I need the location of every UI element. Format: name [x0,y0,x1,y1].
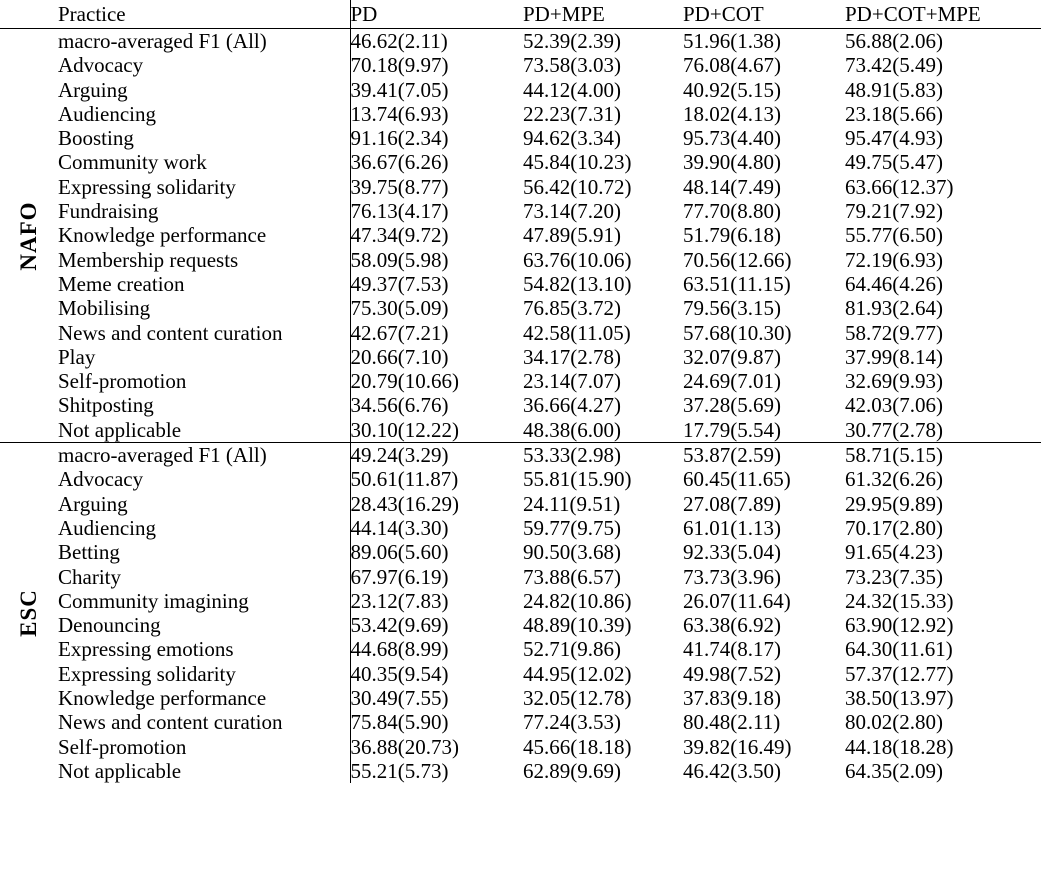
table-row [0,662,1041,686]
practice-cell: Denouncing [58,613,161,638]
practice-cell: Expressing emotions [58,637,234,662]
value-cell-pd-cot-mpe: 38.50(13.97) [845,686,954,711]
value-cell-pd-cot-mpe: 79.21(7.92) [845,199,943,224]
header-pd-mpe: PD+MPE [523,1,605,26]
value-cell-pd-mpe: 36.66(4.27) [523,393,621,418]
practice-cell: Membership requests [58,247,239,272]
value-cell-pd-cot: 49.98(7.52) [683,661,781,686]
value-cell-pd-mpe: 73.14(7.20) [523,199,621,224]
value-cell-pd-cot: 37.28(5.69) [683,393,781,418]
value-cell-pd-cot: 40.92(5.15) [683,77,781,102]
table-row [0,345,1041,369]
value-cell-pd-mpe: 52.39(2.39) [523,29,683,54]
value-cell-pd-cot: 63.51(11.15) [683,271,791,296]
value-cell-pd: 50.61(11.87) [350,467,523,491]
value-cell-pd-cot: 79.56(3.15) [683,296,781,321]
table-row [0,199,1041,223]
value-cell-pd-cot-mpe: 81.93(2.64) [845,296,943,321]
table-row [0,492,1041,516]
value-cell-pd-mpe: 90.50(3.68) [523,540,621,565]
table-row [0,516,1041,540]
value-cell-pd-cot-mpe: 91.65(4.23) [845,540,943,565]
value-cell-pd-mpe: 63.76(10.06) [523,247,632,272]
practice-cell: News and content curation [58,710,283,735]
value-cell-pd-cot: 77.70(8.80) [683,199,781,224]
practice-cell: Charity [58,564,121,589]
value-cell-pd-mpe: 42.58(11.05) [523,320,631,345]
value-cell-pd-cot-mpe: 63.90(12.92) [845,613,954,638]
value-cell-pd-cot-mpe: 58.72(9.77) [845,320,943,345]
table-row [0,78,1041,102]
value-cell-pd-cot-mpe: 64.46(4.26) [845,271,943,296]
header-pd-cot-mpe: PD+COT+MPE [845,1,981,26]
value-cell-pd-cot: 39.90(4.80) [683,150,781,175]
value-cell-pd-cot-mpe: 61.32(6.26) [845,467,943,492]
value-cell-pd-cot: 26.07(11.64) [683,588,791,613]
value-cell-pd-mpe: 24.11(9.51) [523,491,621,516]
value-cell-pd: 40.35(9.54) [350,662,523,686]
practice-cell: macro-averaged F1 (All) [58,443,350,468]
value-cell-pd: 75.84(5.90) [350,710,523,734]
value-cell-pd: 34.56(6.76) [350,393,523,417]
table-row [0,589,1041,613]
value-cell-pd-cot: 32.07(9.87) [683,344,781,369]
table-body [0,29,1041,784]
value-cell-pd-cot: 18.02(4.13) [683,101,781,126]
practice-cell: Mobilising [58,296,151,321]
value-cell-pd-cot: 24.69(7.01) [683,369,781,394]
value-cell-pd: 49.24(3.29) [350,443,523,468]
value-cell-pd-mpe: 48.89(10.39) [523,613,632,638]
value-cell-pd-cot-mpe: 44.18(18.28) [845,734,954,759]
table-row [0,150,1041,174]
value-cell-pd-cot-mpe: 48.91(5.83) [845,77,943,102]
value-cell-pd-cot-mpe: 73.23(7.35) [845,564,943,589]
value-cell-pd-mpe: 22.23(7.31) [523,101,621,126]
value-cell-pd-cot-mpe: 49.75(5.47) [845,150,943,175]
value-cell-pd-cot: 63.38(6.92) [683,613,781,638]
table-row [0,223,1041,247]
practice-cell: Self-promotion [58,734,187,759]
value-cell-pd-cot: 53.87(2.59) [683,443,845,468]
value-cell-pd: 44.68(8.99) [350,637,523,661]
practice-cell: Audiencing [58,101,156,126]
table-row [0,296,1041,320]
value-cell-pd-cot: 51.79(6.18) [683,223,781,248]
value-cell-pd-cot: 17.79(5.54) [683,417,781,442]
practice-cell: Shitposting [58,393,154,418]
table-row [0,467,1041,491]
table-row [0,686,1041,710]
value-cell-pd: 46.62(2.11) [350,29,523,54]
table-row [0,443,1041,468]
practice-cell: Betting [58,540,120,565]
value-cell-pd: 30.10(12.22) [350,418,523,443]
table-row [0,272,1041,296]
value-cell-pd-mpe: 53.33(2.98) [523,443,683,468]
practice-cell: Meme creation [58,271,185,296]
value-cell-pd-cot: 80.48(2.11) [683,710,781,735]
value-cell-pd-cot-mpe: 42.03(7.06) [845,393,943,418]
value-cell-pd: 89.06(5.60) [350,540,523,564]
value-cell-pd-cot-mpe: 37.99(8.14) [845,344,943,369]
table-row [0,613,1041,637]
value-cell-pd: 75.30(5.09) [350,296,523,320]
value-cell-pd-cot-mpe: 64.35(2.09) [845,758,943,783]
table-row [0,710,1041,734]
table-row [0,540,1041,564]
practice-cell: Self-promotion [58,369,187,394]
value-cell-pd-cot: 60.45(11.65) [683,467,791,492]
header-practice: Practice [58,1,126,26]
practice-cell: Knowledge performance [58,686,267,711]
value-cell-pd-cot-mpe: 32.69(9.93) [845,369,943,394]
group-label: ESC [15,589,41,637]
value-cell-pd-cot-mpe: 56.88(2.06) [845,29,1041,54]
value-cell-pd: 42.67(7.21) [350,321,523,345]
value-cell-pd: 49.37(7.53) [350,272,523,296]
value-cell-pd-mpe: 94.62(3.34) [523,126,621,151]
header-row [0,0,1041,29]
practice-cell: macro-averaged F1 (All) [58,29,350,54]
value-cell-pd-cot: 95.73(4.40) [683,126,781,151]
practice-cell: Community imagining [58,588,249,613]
value-cell-pd: 58.09(5.98) [350,248,523,272]
value-cell-pd: 70.18(9.97) [350,53,523,77]
value-cell-pd-cot: 61.01(1.13) [683,515,781,540]
table-row [0,126,1041,150]
table-row [0,735,1041,759]
group-label-cell [0,443,58,784]
value-cell-pd-cot: 41.74(8.17) [683,637,781,662]
value-cell-pd-cot-mpe: 29.95(9.89) [845,491,943,516]
value-cell-pd: 36.88(20.73) [350,735,523,759]
value-cell-pd-cot-mpe: 57.37(12.77) [845,661,954,686]
value-cell-pd-mpe: 54.82(13.10) [523,271,632,296]
table-row [0,53,1041,77]
value-cell-pd-mpe: 52.71(9.86) [523,637,621,662]
value-cell-pd-mpe: 59.77(9.75) [523,515,621,540]
header-group-cell [0,0,58,29]
table-row [0,248,1041,272]
group-label: NAFO [15,200,41,271]
practice-cell: Arguing [58,491,128,516]
value-cell-pd: 20.79(10.66) [350,369,523,393]
value-cell-pd-mpe: 32.05(12.78) [523,686,632,711]
value-cell-pd-mpe: 56.42(10.72) [523,174,632,199]
practice-cell: Expressing solidarity [58,174,236,199]
value-cell-pd-cot-mpe: 63.66(12.37) [845,174,954,199]
practice-cell: News and content curation [58,320,283,345]
value-cell-pd-mpe: 44.12(4.00) [523,77,621,102]
table-row [0,175,1041,199]
value-cell-pd-cot-mpe: 72.19(6.93) [845,247,943,272]
practice-cell: Arguing [58,77,128,102]
practice-cell: Expressing solidarity [58,661,236,686]
value-cell-pd-mpe: 62.89(9.69) [523,758,621,783]
group-label-cell [0,29,58,443]
value-cell-pd-cot: 48.14(7.49) [683,174,781,199]
value-cell-pd-mpe: 24.82(10.86) [523,588,632,613]
value-cell-pd-cot-mpe: 24.32(15.33) [845,588,954,613]
header-pd-cot: PD+COT [683,1,764,26]
value-cell-pd-mpe: 73.88(6.57) [523,564,621,589]
table-row [0,637,1041,661]
value-cell-pd-cot-mpe: 23.18(5.66) [845,101,943,126]
value-cell-pd-cot-mpe: 30.77(2.78) [845,417,943,442]
value-cell-pd-cot: 70.56(12.66) [683,247,792,272]
value-cell-pd-mpe: 55.81(15.90) [523,467,632,492]
value-cell-pd-cot-mpe: 64.30(11.61) [845,637,953,662]
value-cell-pd: 36.67(6.26) [350,150,523,174]
value-cell-pd: 13.74(6.93) [350,102,523,126]
value-cell-pd: 30.49(7.55) [350,686,523,710]
value-cell-pd-cot: 27.08(7.89) [683,491,781,516]
value-cell-pd-cot-mpe: 70.17(2.80) [845,515,943,540]
value-cell-pd-cot-mpe: 55.77(6.50) [845,223,943,248]
value-cell-pd: 67.97(6.19) [350,565,523,589]
value-cell-pd-mpe: 73.58(3.03) [523,53,621,78]
value-cell-pd-mpe: 44.95(12.02) [523,661,632,686]
practice-cell: Play [58,344,96,369]
value-cell-pd-mpe: 48.38(6.00) [523,417,621,442]
value-cell-pd: 55.21(5.73) [350,759,523,783]
value-cell-pd: 39.75(8.77) [350,175,523,199]
value-cell-pd-mpe: 77.24(3.53) [523,710,621,735]
value-cell-pd-cot-mpe: 58.71(5.15) [845,443,1041,468]
table-row [0,29,1041,54]
practice-cell: Knowledge performance [58,223,267,248]
value-cell-pd: 23.12(7.83) [350,589,523,613]
practice-cell: Advocacy [58,53,144,78]
value-cell-pd: 44.14(3.30) [350,516,523,540]
value-cell-pd: 76.13(4.17) [350,199,523,223]
value-cell-pd-cot: 46.42(3.50) [683,758,781,783]
value-cell-pd-mpe: 45.66(18.18) [523,734,632,759]
practice-cell: Fundraising [58,199,159,224]
table-row [0,369,1041,393]
table-row [0,418,1041,443]
value-cell-pd: 91.16(2.34) [350,126,523,150]
practice-cell: Not applicable [58,417,182,442]
value-cell-pd: 47.34(9.72) [350,223,523,247]
value-cell-pd-cot-mpe: 73.42(5.49) [845,53,943,78]
value-cell-pd-cot: 51.96(1.38) [683,29,845,54]
value-cell-pd-cot: 92.33(5.04) [683,540,781,565]
table-row [0,759,1041,783]
value-cell-pd-mpe: 23.14(7.07) [523,369,621,394]
practice-cell: Community work [58,150,207,175]
value-cell-pd-mpe: 34.17(2.78) [523,344,621,369]
practice-cell: Advocacy [58,467,144,492]
header-pd: PD [350,0,523,29]
value-cell-pd-mpe: 47.89(5.91) [523,223,621,248]
practice-cell: Audiencing [58,515,156,540]
table-row [0,565,1041,589]
value-cell-pd-cot: 76.08(4.67) [683,53,781,78]
value-cell-pd-cot: 57.68(10.30) [683,320,792,345]
value-cell-pd: 28.43(16.29) [350,492,523,516]
value-cell-pd-cot-mpe: 80.02(2.80) [845,710,943,735]
table-row [0,102,1041,126]
value-cell-pd-mpe: 76.85(3.72) [523,296,621,321]
table-row [0,393,1041,417]
value-cell-pd: 53.42(9.69) [350,613,523,637]
value-cell-pd-cot: 37.83(9.18) [683,686,781,711]
practice-cell: Not applicable [58,758,182,783]
value-cell-pd-cot-mpe: 95.47(4.93) [845,126,943,151]
value-cell-pd: 39.41(7.05) [350,78,523,102]
practice-cell: Boosting [58,126,134,151]
table-row [0,321,1041,345]
value-cell-pd: 20.66(7.10) [350,345,523,369]
value-cell-pd-cot: 73.73(3.96) [683,564,781,589]
value-cell-pd-mpe: 45.84(10.23) [523,150,632,175]
value-cell-pd-cot: 39.82(16.49) [683,734,792,759]
